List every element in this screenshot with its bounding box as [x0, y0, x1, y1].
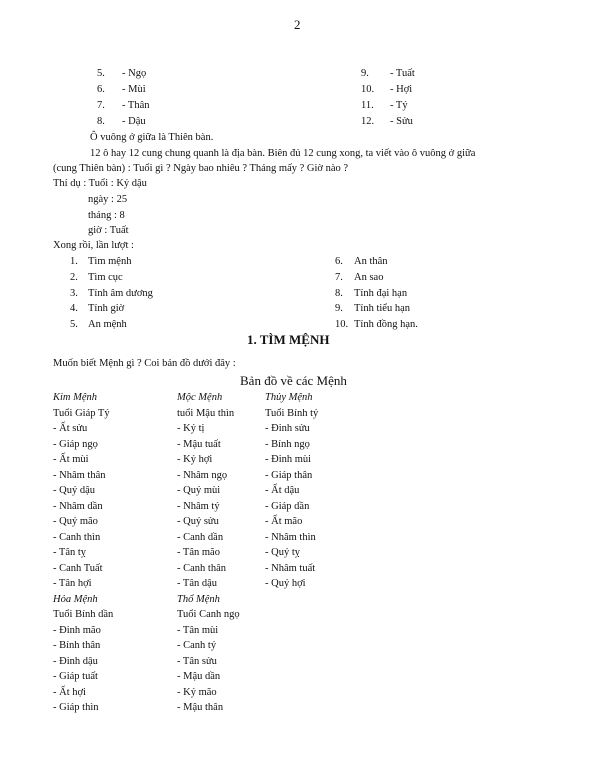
- paragraph: (cung Thiên bàn) : Tuổi gì ? Ngày bao nhiêu ? Tháng mấy ? Giờ nào ?: [53, 163, 349, 174]
- step-item: Tìm cục: [88, 272, 123, 283]
- list-item: - Giáp dần: [265, 500, 310, 512]
- thuy-title: Thủy Mệnh: [265, 392, 313, 403]
- section-heading: 1. TÌM MỆNH: [247, 332, 330, 347]
- list-item: - Đinh mùi: [265, 454, 312, 465]
- list-item-num: 5.: [97, 68, 105, 79]
- list-item: - Nhâm tuất: [265, 562, 316, 574]
- kim-header: Tuổi Giáp Tý: [53, 407, 110, 419]
- paragraph: Ô vuông ở giữa là Thiên bàn.: [90, 132, 214, 143]
- page-number: 2: [294, 17, 301, 32]
- list-item: - Tân mùi: [177, 624, 219, 636]
- list-item: - Canh dần: [177, 531, 224, 543]
- list-item: - Nhâm thân: [53, 469, 106, 481]
- list-item: - Tý: [390, 100, 408, 111]
- list-item: - Giáp ngọ: [53, 438, 98, 450]
- list-item-num: 10.: [361, 84, 375, 95]
- moc-header: tuổi Mậu thìn: [177, 407, 235, 419]
- step-item: Tính giờ: [88, 303, 125, 314]
- list-item: - Bính ngọ: [265, 438, 310, 450]
- moc-title: Mộc Mệnh: [177, 392, 223, 403]
- list-item-num: 11.: [361, 100, 374, 111]
- example-day: ngày : 25: [88, 194, 128, 205]
- list-item: - Canh thân: [177, 562, 226, 574]
- list-item: - Tân hợi: [53, 578, 92, 589]
- list-item: - Quý hợi: [265, 578, 306, 589]
- kim-title: Kim Mệnh: [53, 392, 98, 403]
- list-item: - Ất hợi: [53, 686, 86, 698]
- step-item: An sao: [354, 272, 384, 283]
- list-item: - Ất mùi: [53, 454, 89, 465]
- list-item: - Dậu: [122, 116, 146, 127]
- hoa-header: Tuổi Bính dần: [53, 609, 114, 620]
- list-item: - Canh Tuất: [53, 562, 103, 574]
- step-item: Tính đại hạn: [354, 288, 408, 299]
- moc-column: [177, 390, 240, 716]
- step-num: 9.: [335, 303, 343, 314]
- list-item: - Ngọ: [122, 68, 147, 79]
- list-item-num: 12.: [361, 116, 375, 127]
- list-item: - Bính thân: [53, 640, 101, 651]
- example-hour: giờ : Tuất: [88, 225, 129, 236]
- thuy-header: Tuổi Bính tý: [265, 407, 319, 419]
- list-item: - Kỷ hợi: [177, 454, 213, 465]
- tho-header: Tuổi Canh ngọ: [177, 609, 240, 620]
- list-item: - Đinh dậu: [53, 655, 98, 667]
- list-item: - Quý mão: [53, 516, 98, 527]
- step-num: 6.: [335, 256, 343, 267]
- list-item: - Ất sửu: [53, 423, 88, 434]
- list-item: - Nhâm ngọ: [177, 469, 228, 481]
- list-item-num: 7.: [97, 100, 105, 111]
- list-item: - Quý dậu: [53, 485, 95, 496]
- list-item: - Tân sửu: [177, 655, 217, 667]
- list-item: - Kỷ tị: [177, 423, 205, 434]
- step-num: 8.: [335, 288, 343, 299]
- tho-title: Thổ Mệnh: [177, 593, 220, 605]
- step-num: 4.: [70, 303, 78, 314]
- list-item: - Quý sửu: [177, 516, 219, 527]
- step-item: Tìm mệnh: [88, 256, 132, 267]
- step-num: 10.: [335, 319, 349, 330]
- list-item: - Tuất: [390, 68, 415, 79]
- step-num: 2.: [70, 272, 78, 283]
- list-item-num: 6.: [97, 84, 105, 95]
- thuy-column: [265, 390, 318, 592]
- step-num: 5.: [70, 319, 78, 330]
- example-month: tháng : 8: [88, 210, 125, 221]
- step-item: Tính tiểu hạn: [354, 303, 410, 314]
- paragraph: 12 ô hay 12 cung chung quanh là địa bàn. Biên đủ 12 cung xong, ta viết vào ô vuông ở giữa: [90, 148, 476, 159]
- step-num: 7.: [335, 272, 343, 283]
- list-item: - Ất dậu: [265, 485, 300, 496]
- list-item: - Mậu thân: [177, 702, 224, 713]
- list-item: - Giáp tuất: [53, 671, 98, 682]
- kim-column: [53, 390, 113, 716]
- list-item-num: 9.: [361, 68, 369, 79]
- list-item: - Tân dậu: [177, 578, 218, 589]
- list-item: - Canh tý: [177, 640, 217, 651]
- step-item: Tính đồng hạn.: [354, 319, 418, 330]
- step-item: An mệnh: [88, 319, 127, 330]
- list-item: - Giáp thân: [265, 469, 313, 481]
- step-item: An thân: [354, 256, 388, 267]
- list-item: - Nhâm dần: [53, 500, 103, 512]
- step-num: 1.: [70, 256, 78, 267]
- step-num: 3.: [70, 288, 78, 299]
- list-item: - Hợi: [390, 84, 413, 95]
- list-item: - Quý tỵ: [265, 547, 300, 558]
- list-item: - Mùi: [122, 84, 146, 95]
- list-item: - Canh thìn: [53, 531, 101, 543]
- example-line: Thí dụ : Tuổi : Kỷ dậu: [53, 178, 147, 189]
- hoa-title: Hỏa Mệnh: [53, 593, 98, 605]
- step-item: Tính âm dương: [88, 288, 153, 299]
- list-item: - Thân: [122, 100, 150, 111]
- intro-text: Muốn biết Mệnh gì ? Coi bản đồ dưới đây :: [53, 358, 236, 369]
- list-item: - Tân tỵ: [53, 547, 87, 558]
- list-item: - Mậu tuất: [177, 438, 221, 450]
- list-item: - Sửu: [390, 116, 413, 127]
- list-item: - Ất mão: [265, 516, 303, 527]
- paragraph: Xong rồi, lần lượt :: [53, 240, 134, 251]
- list-item: - Đinh sửu: [265, 423, 310, 434]
- list-item: - Nhâm tý: [177, 500, 220, 512]
- list-item: - Tân mão: [177, 547, 220, 558]
- map-title: Bản đồ về các Mệnh: [240, 373, 347, 388]
- list-item: - Giáp thìn: [53, 702, 99, 713]
- list-item-num: 8.: [97, 116, 105, 127]
- list-item: - Mậu dần: [177, 671, 221, 682]
- list-item: - Đinh mão: [53, 624, 101, 636]
- list-item: - Kỷ mão: [177, 686, 217, 698]
- list-item: - Nhâm thìn: [265, 531, 316, 543]
- list-item: - Quý mùi: [177, 485, 221, 496]
